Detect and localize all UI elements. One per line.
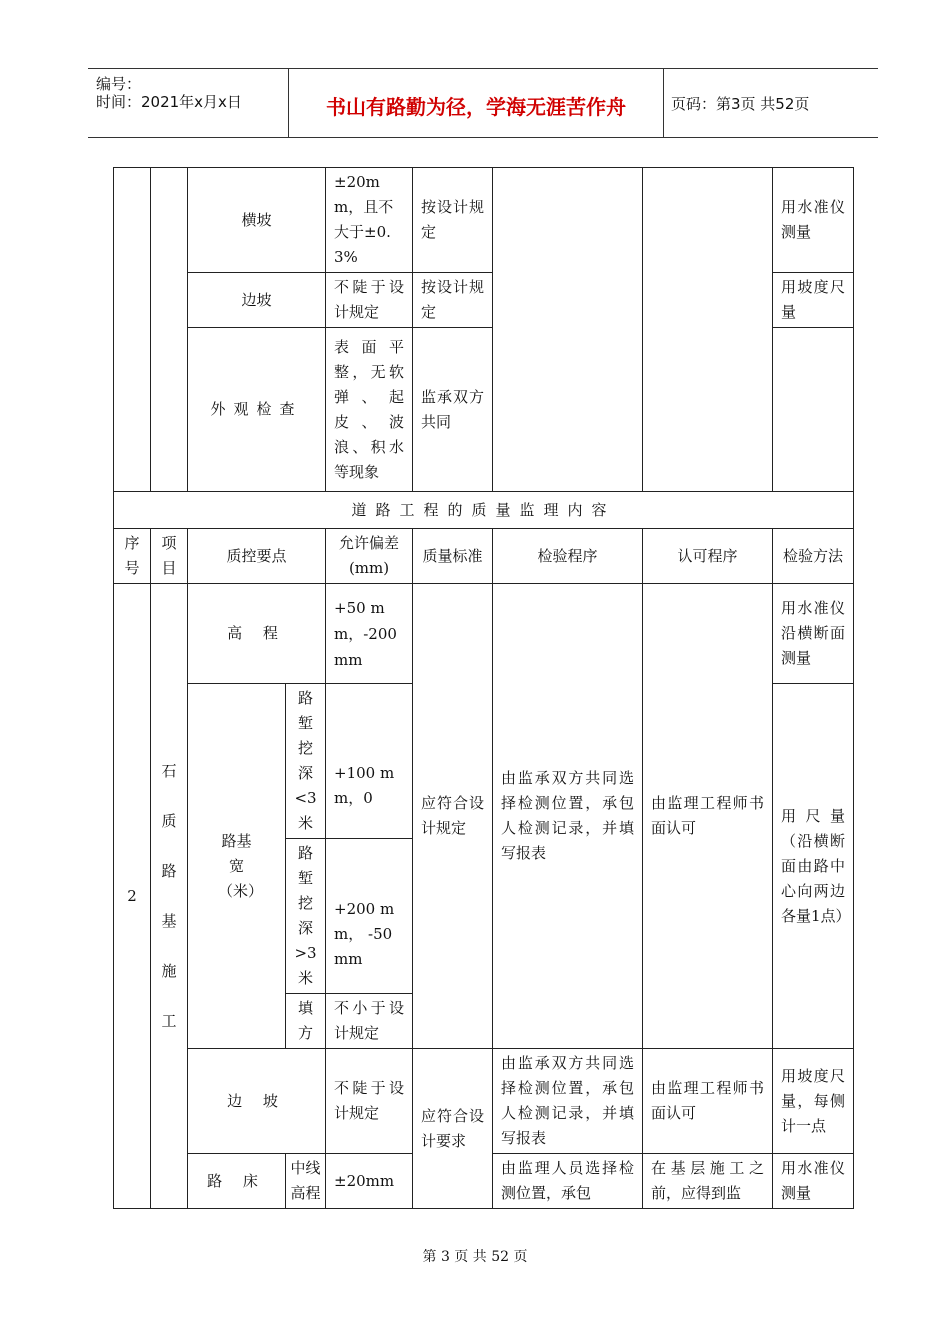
elevation-method: 用水准仪沿横断面测量 [773,584,854,684]
slope-label: 边 坡 [188,1049,326,1154]
col-control: 质控要点 [188,529,326,584]
deviation-cross-slope: ±20mm，且不大于±0.3% [326,168,413,273]
width-label: 路基宽（米） [188,684,286,1049]
col-approval: 认可程序 [643,529,773,584]
width-sub-cut-deep: 路堑挖深>3米 [286,839,326,994]
slope-standard: 应符合设计要求 [413,1049,493,1209]
subgrade-sub: 中线高程 [286,1154,326,1209]
project-name: 石质路基施工 [151,584,188,1209]
table-row [114,168,854,273]
width-standard: 应符合设计规定 [413,584,493,1049]
width-deviation-cut-shallow: +100 mm，0 [326,684,413,839]
header-center [288,69,664,137]
empty-cell [643,168,773,492]
method-side-slope: 用坡度尺量 [773,273,854,328]
quality-table [113,167,854,1209]
header-motto: 书山有路勤为径，学海无涯苦作舟 [326,95,626,119]
section-title: 道路工程的质量监理内容 [114,492,854,529]
seq-number: 2 [114,584,151,1209]
width-method: 用尺量（沿横断面由路中心向两边各量1点） [773,684,854,1049]
table-row [114,492,854,529]
width-sub-cut-shallow: 路堑挖深<3米 [286,684,326,839]
method-appearance [773,328,854,492]
standard-cross-slope: 按设计规定 [413,168,493,273]
method-cross-slope: 用水准仪测量 [773,168,854,273]
standard-side-slope: 按设计规定 [413,273,493,328]
slope-approval: 由监理工程师书面认可 [643,1049,773,1154]
header-left [88,69,288,137]
time-label: 时间：2021年x月x日 [96,93,242,111]
item-side-slope: 边坡 [188,273,326,328]
empty-cell [493,168,643,492]
deviation-side-slope: 不陡于设计规定 [326,273,413,328]
subgrade-deviation: ±20mm [326,1154,413,1209]
subgrade-inspection: 由监理人员选择检测位置，承包 [493,1154,643,1209]
item-cross-slope: 横坡 [188,168,326,273]
page-footer: 第 3 页 共 52 页 [422,1249,528,1265]
width-deviation-cut-deep: +200 mm， -50 mm [326,839,413,994]
col-seq: 序号 [114,529,151,584]
slope-deviation: 不陡于设计规定 [326,1049,413,1154]
elevation-deviation: +50 mm，-200 mm [326,584,413,684]
width-deviation-fill: 不小于设计规定 [326,994,413,1049]
elevation-label: 高 程 [188,584,326,684]
empty-cell [114,168,151,492]
slope-inspection: 由监承双方共同选择检测位置，承包人检测记录，并填写报表 [493,1049,643,1154]
table-row [114,584,854,684]
width-approval: 由监理工程师书面认可 [643,584,773,1049]
code-label: 编号： [96,75,142,93]
deviation-appearance: 表面平整，无软弹、起皮、波浪、积水等现象 [326,328,413,492]
standard-appearance: 监承双方共同 [413,328,493,492]
table-header-row [114,529,854,584]
empty-cell [151,168,188,492]
col-inspection: 检验程序 [493,529,643,584]
col-deviation: 允许偏差(mm) [326,529,413,584]
header-right [663,69,878,137]
item-appearance: 外观检查 [188,328,326,492]
page-label: 页码：第3页 共52页 [671,95,810,113]
width-inspection: 由监承双方共同选择检测位置，承包人检测记录，并填写报表 [493,584,643,1049]
col-project: 项目 [151,529,188,584]
table-row [114,1049,854,1154]
width-sub-fill: 填方 [286,994,326,1049]
subgrade-approval: 在基层施工之前，应得到监 [643,1154,773,1209]
subgrade-method: 用水准仪测量 [773,1154,854,1209]
col-standard: 质量标准 [413,529,493,584]
page-header [88,68,878,138]
subgrade-label: 路 床 [188,1154,286,1209]
col-method: 检验方法 [773,529,854,584]
slope-method: 用坡度尺量，每侧计一点 [773,1049,854,1154]
